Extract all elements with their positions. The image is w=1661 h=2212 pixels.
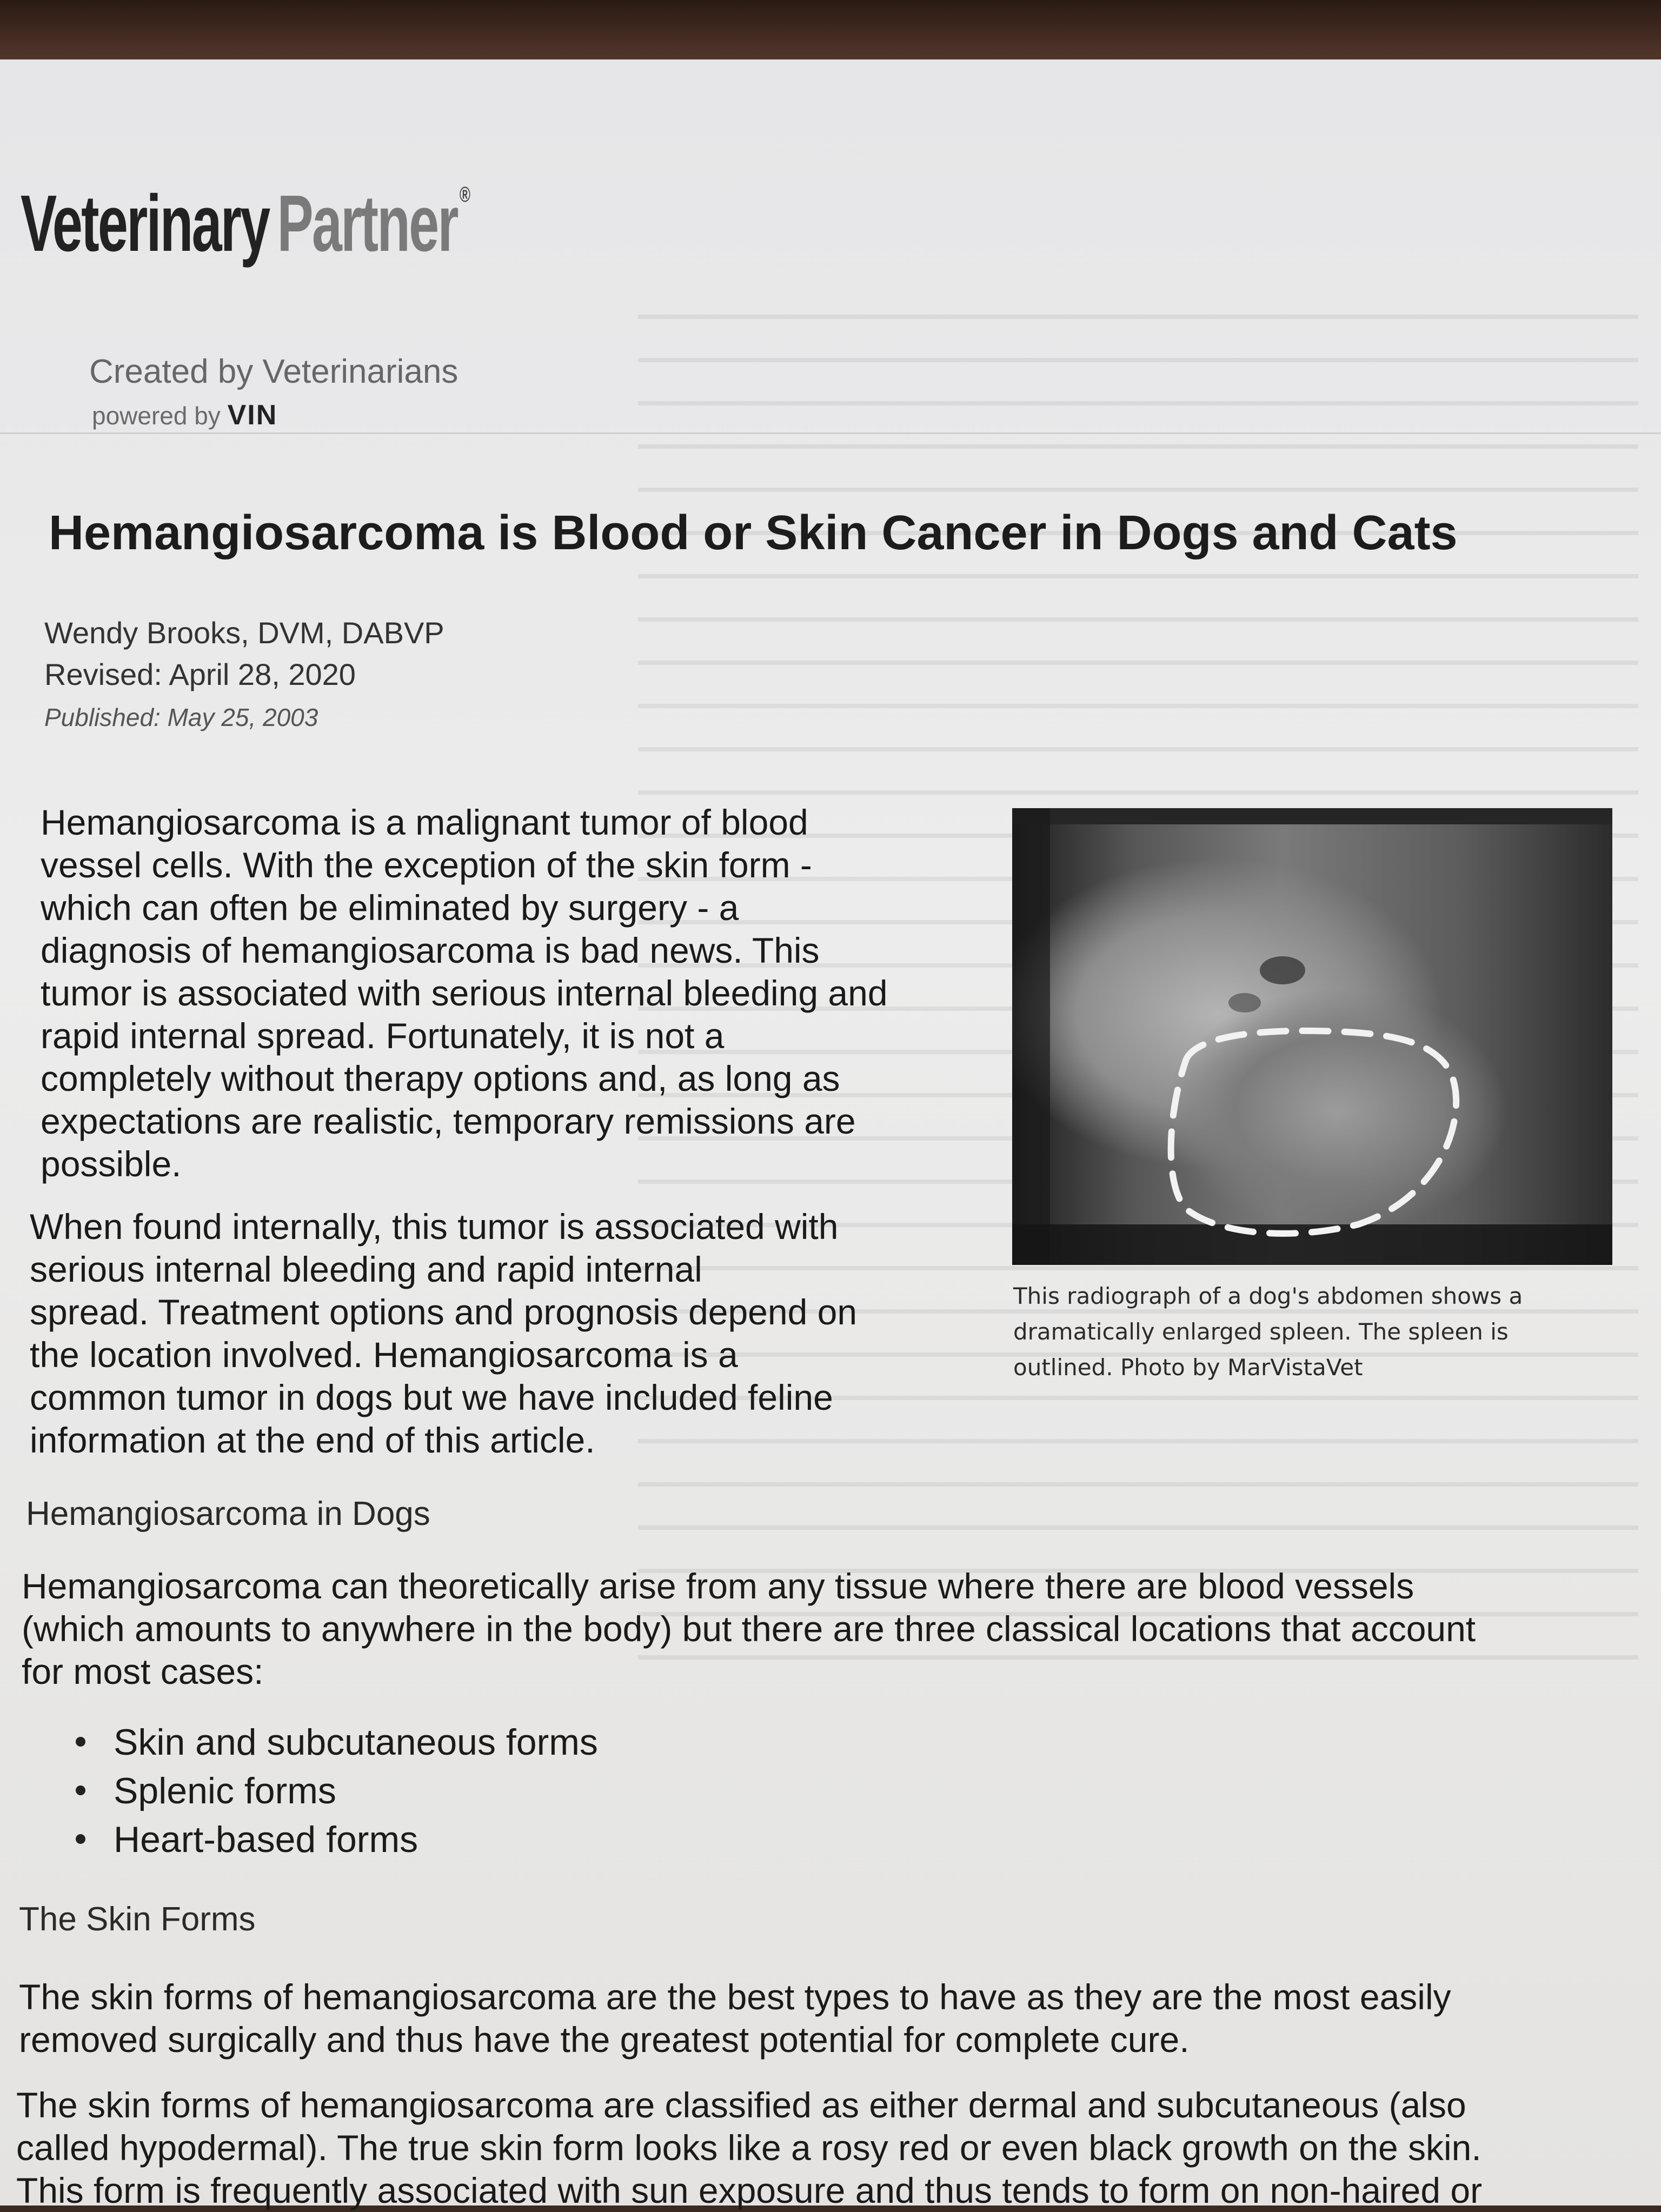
film-border xyxy=(1012,808,1612,824)
text-line: possible. xyxy=(41,1144,182,1184)
text-line: completely without therapy options and, as long as xyxy=(41,1058,840,1098)
gas-shadow xyxy=(1260,956,1305,984)
text-line: (which amounts to anywhere in the body) but there are three classical locations that account xyxy=(22,1609,1476,1649)
text-line: Hemangiosarcoma is a malignant tumor of blood xyxy=(41,802,808,842)
logo-word-veterinary: Veterinary xyxy=(21,179,269,268)
powered-by-prefix: powered by xyxy=(92,402,221,430)
text-line: removed surgically and thus have the greatest potential for complete cure. xyxy=(19,2020,1190,2060)
bullet-icon xyxy=(76,1834,85,1844)
text-line: the location involved. Hemangiosarcoma is a xyxy=(30,1335,738,1375)
vin-logo: VIN xyxy=(227,399,278,431)
radiograph-image xyxy=(1012,808,1612,1265)
site-logo[interactable] xyxy=(21,179,469,268)
film-dark-edge xyxy=(1012,808,1050,1265)
text-line: which can often be eliminated by surgery - a xyxy=(41,888,739,928)
section-heading-dogs: Hemangiosarcoma in Dogs xyxy=(26,1495,430,1533)
gas-shadow xyxy=(1228,993,1261,1012)
text-line: expectations are realistic, temporary remissions are xyxy=(41,1101,856,1141)
article-revised-date: Revised: April 28, 2020 xyxy=(44,657,356,691)
spleen-outline-graphic xyxy=(1012,808,1612,1265)
text-line: tumor is associated with serious internal bleeding and xyxy=(41,973,888,1013)
caption-line: outlined. Photo by MarVistaVet xyxy=(1013,1354,1363,1381)
bullet-icon xyxy=(76,1785,85,1795)
text-line: serious internal bleeding and rapid internal xyxy=(30,1249,702,1289)
text-line: called hypodermal). The true skin form looks like a rosy red or even black growth on the skin. xyxy=(16,2128,1481,2168)
logo-tagline: Created by Veterinarians xyxy=(89,353,459,390)
registered-mark: ® xyxy=(459,183,469,206)
text-line: The skin forms of hemangiosarcoma are the best types to have as they are the most easily xyxy=(19,1977,1451,2017)
text-line: When found internally, this tumor is associated with xyxy=(30,1207,839,1247)
list-item xyxy=(76,1767,598,1815)
caption-line: dramatically enlarged spleen. The spleen is xyxy=(1013,1318,1509,1345)
text-line: vessel cells. With the exception of the skin form - xyxy=(41,845,812,885)
caption-line: This radiograph of a dog's abdomen shows a xyxy=(1013,1283,1523,1309)
section-heading-skin: The Skin Forms xyxy=(19,1901,256,1938)
text-line: The skin forms of hemangiosarcoma are classified as either dermal and subcutaneous (also xyxy=(16,2085,1466,2125)
article-title: Hemangiosarcoma is Blood or Skin Cancer in Dogs and Cats xyxy=(49,506,1458,560)
text-line: rapid internal spread. Fortunately, it is not a xyxy=(41,1016,725,1056)
locations-bullet-list xyxy=(76,1718,598,1864)
intro-paragraph xyxy=(41,801,888,1185)
list-item-label: Splenic forms xyxy=(114,1770,336,1811)
text-line: diagnosis of hemangiosarcoma is bad news. This xyxy=(41,930,820,970)
list-item-label: Heart-based forms xyxy=(114,1819,418,1860)
skin-paragraph-2 xyxy=(16,2084,1482,2212)
text-line: Hemangiosarcoma can theoretically arise from any tissue where there are blood vessels xyxy=(22,1566,1414,1606)
text-line: spread. Treatment options and prognosis depend on xyxy=(30,1292,858,1332)
dogs-paragraph xyxy=(22,1565,1476,1693)
text-line: information at the end of this article. xyxy=(30,1420,595,1460)
list-item xyxy=(76,1815,598,1864)
article-author: Wendy Brooks, DVM, DABVP xyxy=(44,616,444,650)
article-published-date: Published: May 25, 2003 xyxy=(44,703,318,731)
text-line: common tumor in dogs but we have included feline xyxy=(30,1377,833,1417)
skin-paragraph-1 xyxy=(19,1976,1451,2061)
spleen-dashed-outline xyxy=(1171,1031,1457,1234)
header-divider xyxy=(0,432,1661,434)
logo-word-partner: Partner xyxy=(277,179,457,268)
bullet-icon xyxy=(76,1737,85,1747)
internal-tumor-paragraph xyxy=(30,1205,857,1462)
list-item-label: Skin and subcutaneous forms xyxy=(114,1722,598,1763)
powered-by xyxy=(92,399,277,431)
list-item xyxy=(76,1718,598,1767)
text-line: This form is frequently associated with sun exposure and thus tends to form on non-haired or xyxy=(16,2170,1483,2210)
text-line: for most cases: xyxy=(22,1651,264,1691)
figure-caption xyxy=(1013,1278,1523,1385)
